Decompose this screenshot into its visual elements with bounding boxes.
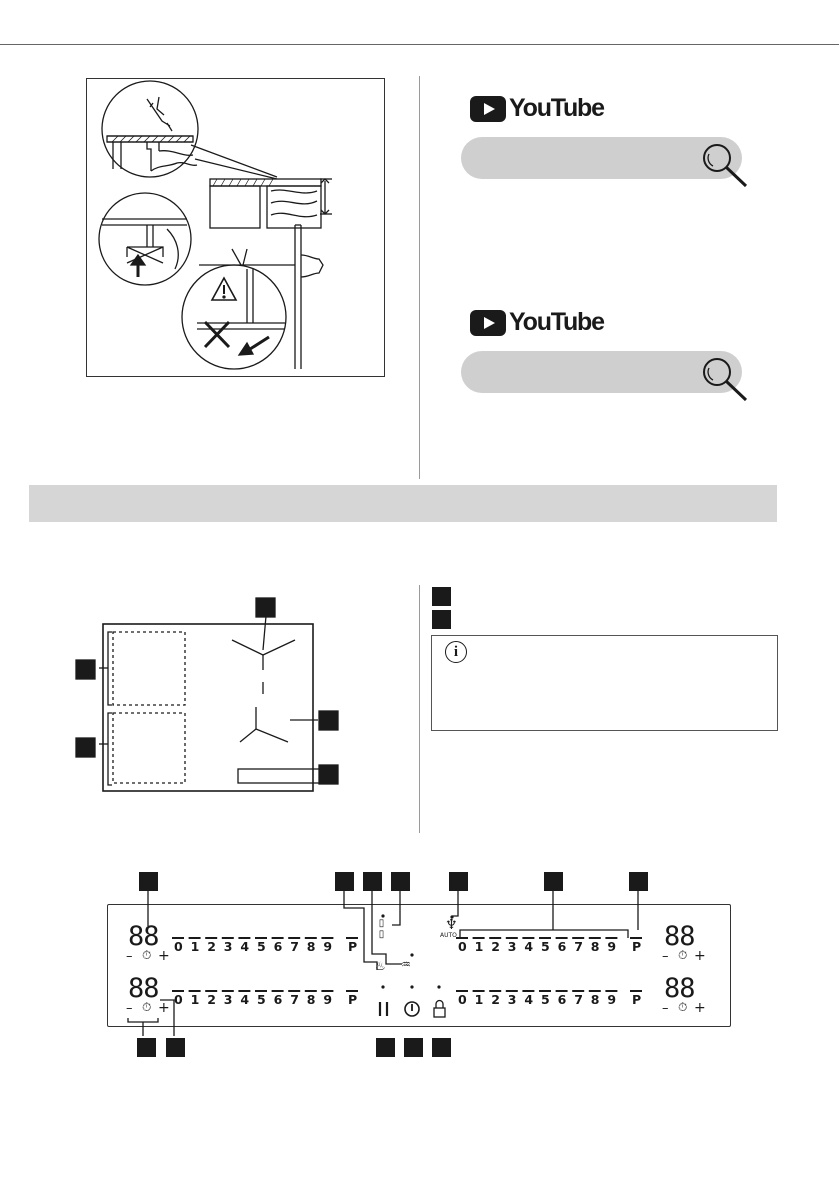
timer-icon: ⏱ [142, 948, 152, 962]
installation-figure [86, 78, 385, 377]
power-level-label: 0 [174, 939, 183, 954]
magnifier-icon[interactable] [700, 141, 750, 189]
timer-plus-label: + [158, 1000, 170, 1016]
power-level-label: 3 [507, 992, 517, 1007]
youtube-logo-1 [470, 94, 604, 123]
power-level-label: 4 [240, 992, 250, 1007]
callout-marker [629, 872, 648, 891]
callout-marker [449, 872, 468, 891]
steam-clean-icon: ♒ [401, 958, 411, 971]
power-level-label: P [632, 939, 642, 954]
timer-minus-label: – [126, 949, 133, 964]
timer-plus-label: + [694, 948, 706, 964]
callout-marker [319, 711, 338, 730]
power-level-label: 2 [207, 939, 216, 954]
column-divider-middle [419, 585, 420, 833]
power-level-label: 9 [323, 939, 333, 954]
bridge-function-icon: ▯▯ [376, 918, 387, 940]
hob-layout-diagram [70, 590, 350, 805]
callout-marker [363, 872, 382, 891]
power-level-label: 7 [574, 939, 583, 954]
power-level-label: 8 [306, 992, 316, 1007]
power-level-label: 7 [290, 939, 299, 954]
power-level-label: 8 [590, 992, 600, 1007]
callout-marker [256, 598, 275, 617]
power-level-label: 6 [273, 992, 283, 1007]
callout-marker [404, 1038, 423, 1057]
callout-marker [432, 1038, 451, 1057]
timer-plus-label: + [158, 948, 170, 964]
power-level-label: 5 [541, 992, 550, 1007]
power-level-label: 3 [223, 992, 233, 1007]
power-level-label: 5 [257, 992, 266, 1007]
magnifier-icon[interactable] [700, 355, 750, 403]
timer-icon: ⏱ [678, 948, 688, 962]
indicator-dot [410, 953, 413, 956]
keep-warm-icon: ♨ [375, 959, 386, 973]
power-level-label: 7 [574, 992, 583, 1007]
power-level-label: 1 [190, 939, 200, 954]
cooking-zone-top-left [113, 632, 185, 705]
power-level-label: 6 [557, 992, 567, 1007]
power-level-label: 3 [223, 939, 233, 954]
power-level-label: 1 [474, 939, 484, 954]
callout-marker [76, 660, 95, 679]
power-level-label: 7 [290, 992, 299, 1007]
power-level-label: 6 [557, 939, 567, 954]
arrow-icon [239, 337, 269, 355]
power-level-label: 1 [474, 992, 484, 1007]
power-level-label: 2 [491, 992, 500, 1007]
power-level-label: P [348, 992, 358, 1007]
timer-minus-label: – [662, 1001, 669, 1016]
callout-marker [139, 872, 158, 891]
hob-to-hood-icon: ♆ [445, 917, 458, 933]
cooking-zone-display: 88 [664, 973, 695, 1004]
timer-minus-label: – [126, 1001, 133, 1016]
callout-marker [376, 1038, 395, 1057]
callout-marker [166, 1038, 185, 1057]
power-level-label: 0 [174, 992, 183, 1007]
timer-icon: ⏱ [678, 1000, 688, 1014]
indicator-dot [437, 985, 440, 988]
indicator-dot [381, 985, 384, 988]
indicator-dot [410, 985, 413, 988]
power-level-label: 5 [257, 939, 266, 954]
youtube-play-icon [470, 310, 506, 336]
youtube-play-icon [470, 96, 506, 122]
section-heading-bar [29, 485, 777, 522]
power-level-label: 9 [323, 992, 333, 1007]
power-level-label: 8 [590, 939, 600, 954]
info-icon [445, 641, 467, 663]
timer-icon: ⏱ [142, 1000, 152, 1014]
cooking-zone-display: 88 [128, 973, 159, 1004]
callout-marker [137, 1038, 156, 1057]
power-level-label: 2 [491, 939, 500, 954]
auto-label: AUTO [440, 932, 457, 939]
callout-marker [391, 872, 410, 891]
info-note-box [431, 635, 778, 731]
cooking-zone-bottom-left [113, 713, 185, 783]
power-level-label: 9 [607, 992, 617, 1007]
timer-plus-label: + [694, 1000, 706, 1016]
power-level-label: 4 [524, 992, 534, 1007]
detail-magnifier-middle [99, 193, 191, 285]
column-divider-top [419, 76, 420, 479]
cross-icon [205, 322, 229, 347]
lock-icon [434, 1008, 445, 1017]
power-level-label: 0 [458, 939, 467, 954]
youtube-wordmark: YouTube [509, 308, 604, 336]
power-level-label: 3 [507, 939, 517, 954]
hob-outline [103, 624, 313, 791]
power-level-label: P [632, 992, 642, 1007]
detail-magnifier-bottom [182, 265, 286, 369]
top-rule [0, 44, 839, 45]
power-level-label: 8 [306, 939, 316, 954]
control-panel-diagram [100, 870, 740, 1060]
warning-triangle-icon [212, 278, 236, 300]
power-level-label: P [348, 939, 358, 954]
callout-marker [335, 872, 354, 891]
list-marker-1 [432, 587, 451, 606]
cooking-zone-display: 88 [128, 921, 159, 952]
power-level-label: 4 [524, 939, 534, 954]
power-level-label: 6 [273, 939, 283, 954]
list-marker-2 [432, 610, 451, 629]
youtube-logo-2 [470, 308, 604, 337]
timer-minus-label: – [662, 949, 669, 964]
callout-marker [76, 738, 95, 757]
installation-illustration [87, 79, 384, 376]
callout-marker [319, 765, 338, 784]
lock-icon [436, 1001, 443, 1009]
power-level-label: 5 [541, 939, 550, 954]
control-panel-area [238, 769, 332, 783]
power-level-label: 2 [207, 992, 216, 1007]
cooking-zone-display: 88 [664, 921, 695, 952]
callout-marker [544, 872, 563, 891]
power-level-label: 0 [458, 992, 467, 1007]
power-level-label: 1 [190, 992, 200, 1007]
youtube-wordmark: YouTube [509, 94, 604, 122]
power-level-label: 9 [607, 939, 617, 954]
info-icon-letter: i [453, 643, 459, 660]
power-level-label: 4 [240, 939, 250, 954]
